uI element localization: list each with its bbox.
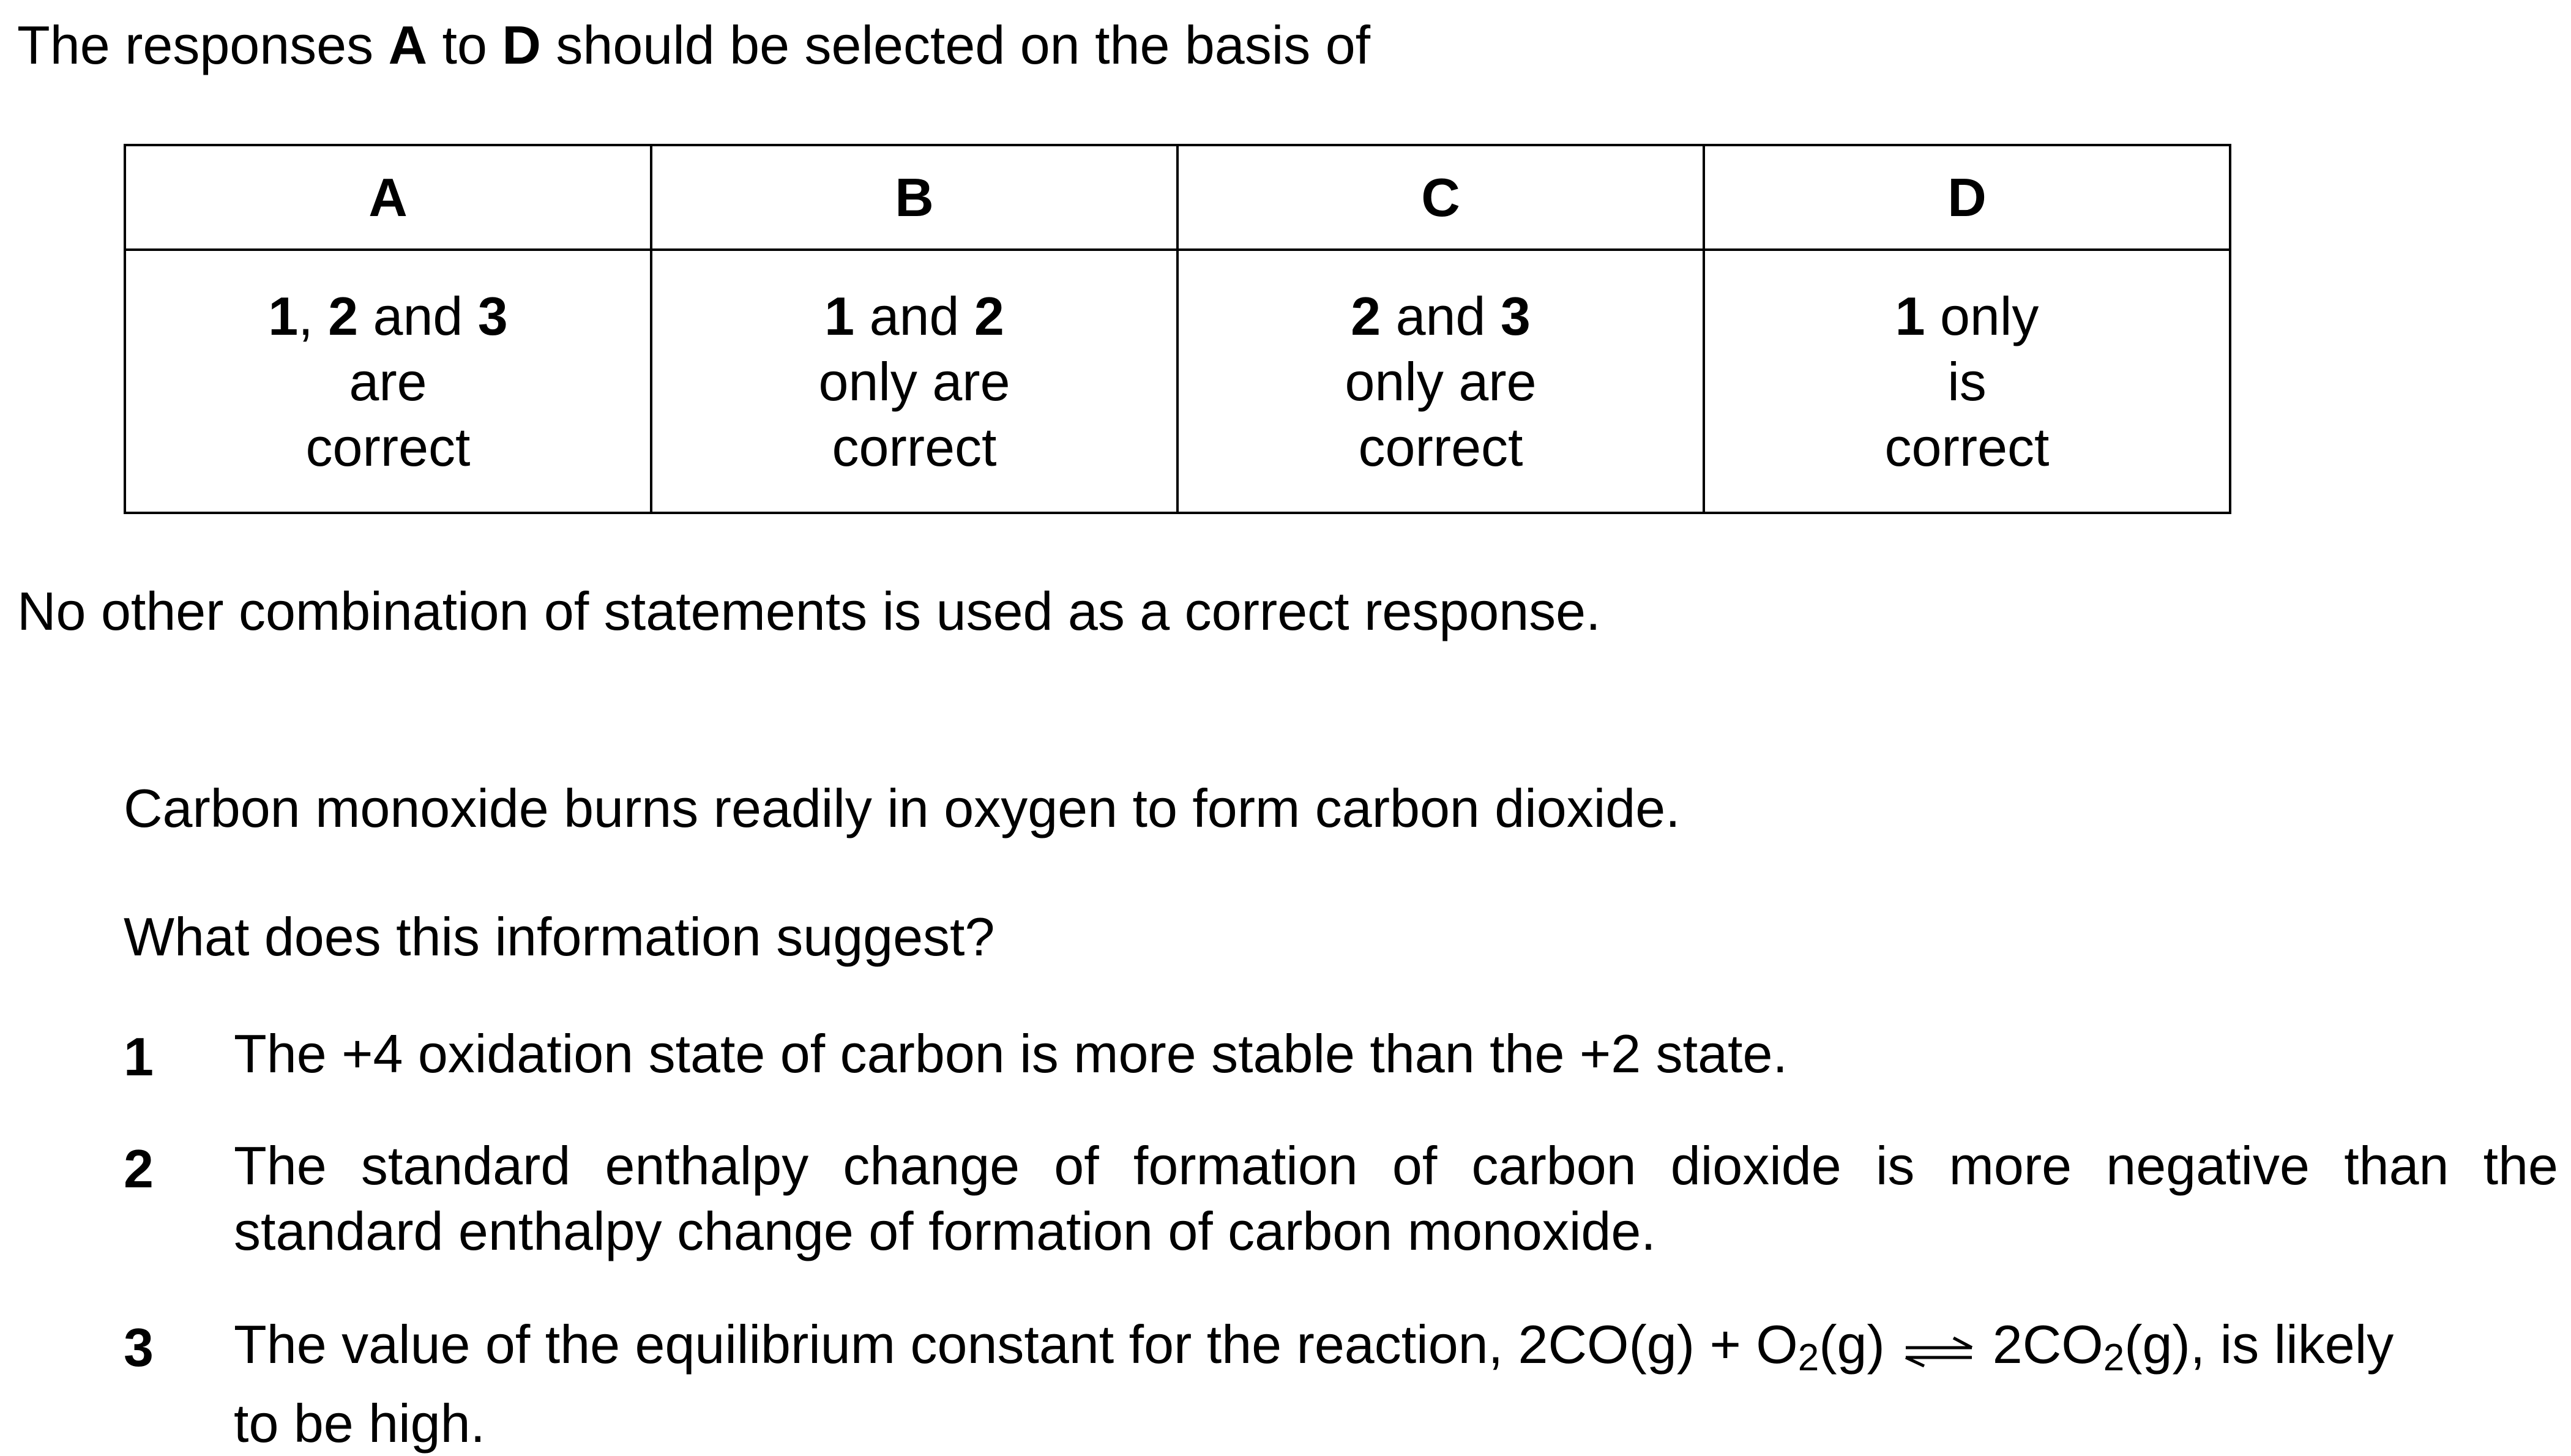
intro-middle: to	[427, 15, 502, 75]
statement-2-text	[234, 1133, 2558, 1264]
cell-a-line2: are	[349, 351, 427, 412]
table-body-row	[125, 250, 2230, 513]
cell-d-line3: correct	[1884, 416, 2050, 477]
intro-letter-a: A	[388, 15, 428, 75]
cell-c-line1: 2 and 3	[1351, 285, 1531, 346]
cell-c-line3: correct	[1358, 416, 1523, 477]
cell-d-line2: is	[1947, 351, 1987, 412]
header-b: B	[651, 145, 1177, 250]
cell-c-line2: only are	[1345, 351, 1537, 412]
cell-d	[1704, 250, 2230, 513]
header-c: C	[1177, 145, 1704, 250]
cell-b	[651, 250, 1177, 513]
cell-b-line1: 1 and 2	[824, 285, 1004, 346]
cell-a	[125, 250, 651, 513]
table-header-row	[125, 145, 2230, 250]
cell-b-line2: only are	[818, 351, 1010, 412]
statement-1-text: The +4 oxidation state of carbon is more stable than the +2 state.	[234, 1023, 1788, 1084]
equilibrium-arrow-icon	[1902, 1316, 1976, 1381]
cell-c	[1177, 250, 1704, 513]
cell-b-line3: correct	[832, 416, 997, 477]
statement-2-number: 2	[124, 1138, 154, 1199]
question-prompt: What does this information suggest?	[124, 906, 995, 967]
note-text: No other combination of statements is used as a correct response.	[17, 581, 1601, 641]
statement-3-line2: to be high.	[234, 1393, 485, 1454]
response-key-table	[124, 144, 2231, 514]
cell-a-line1: 1, 2 and 3	[268, 285, 508, 346]
cell-a-line3: correct	[305, 416, 471, 477]
statement-1-number: 1	[124, 1026, 154, 1087]
cell-d-line1: 1 only	[1895, 285, 2039, 346]
question-stem: Carbon monoxide burns readily in oxygen to form carbon dioxide.	[124, 778, 1681, 838]
statement-2-line2: standard enthalpy change of formation of carbon monoxide.	[234, 1201, 1656, 1261]
statement-3-line1: The value of the equilibrium constant for the reaction, 2CO(g) + O2(g) 2CO2(g), is likely	[234, 1312, 2558, 1391]
intro-letter-d: D	[502, 15, 541, 75]
header-a: A	[125, 145, 651, 250]
header-d: D	[1704, 145, 2230, 250]
intro-text	[17, 15, 1371, 75]
intro-suffix: should be selected on the basis of	[540, 15, 1371, 75]
statement-3-text	[234, 1312, 2558, 1456]
statement-2-line1: The standard enthalpy change of formation of carbon dioxide is more negative than the	[234, 1135, 2558, 1196]
statement-3-number: 3	[124, 1317, 154, 1378]
intro-prefix: The responses	[17, 15, 389, 75]
